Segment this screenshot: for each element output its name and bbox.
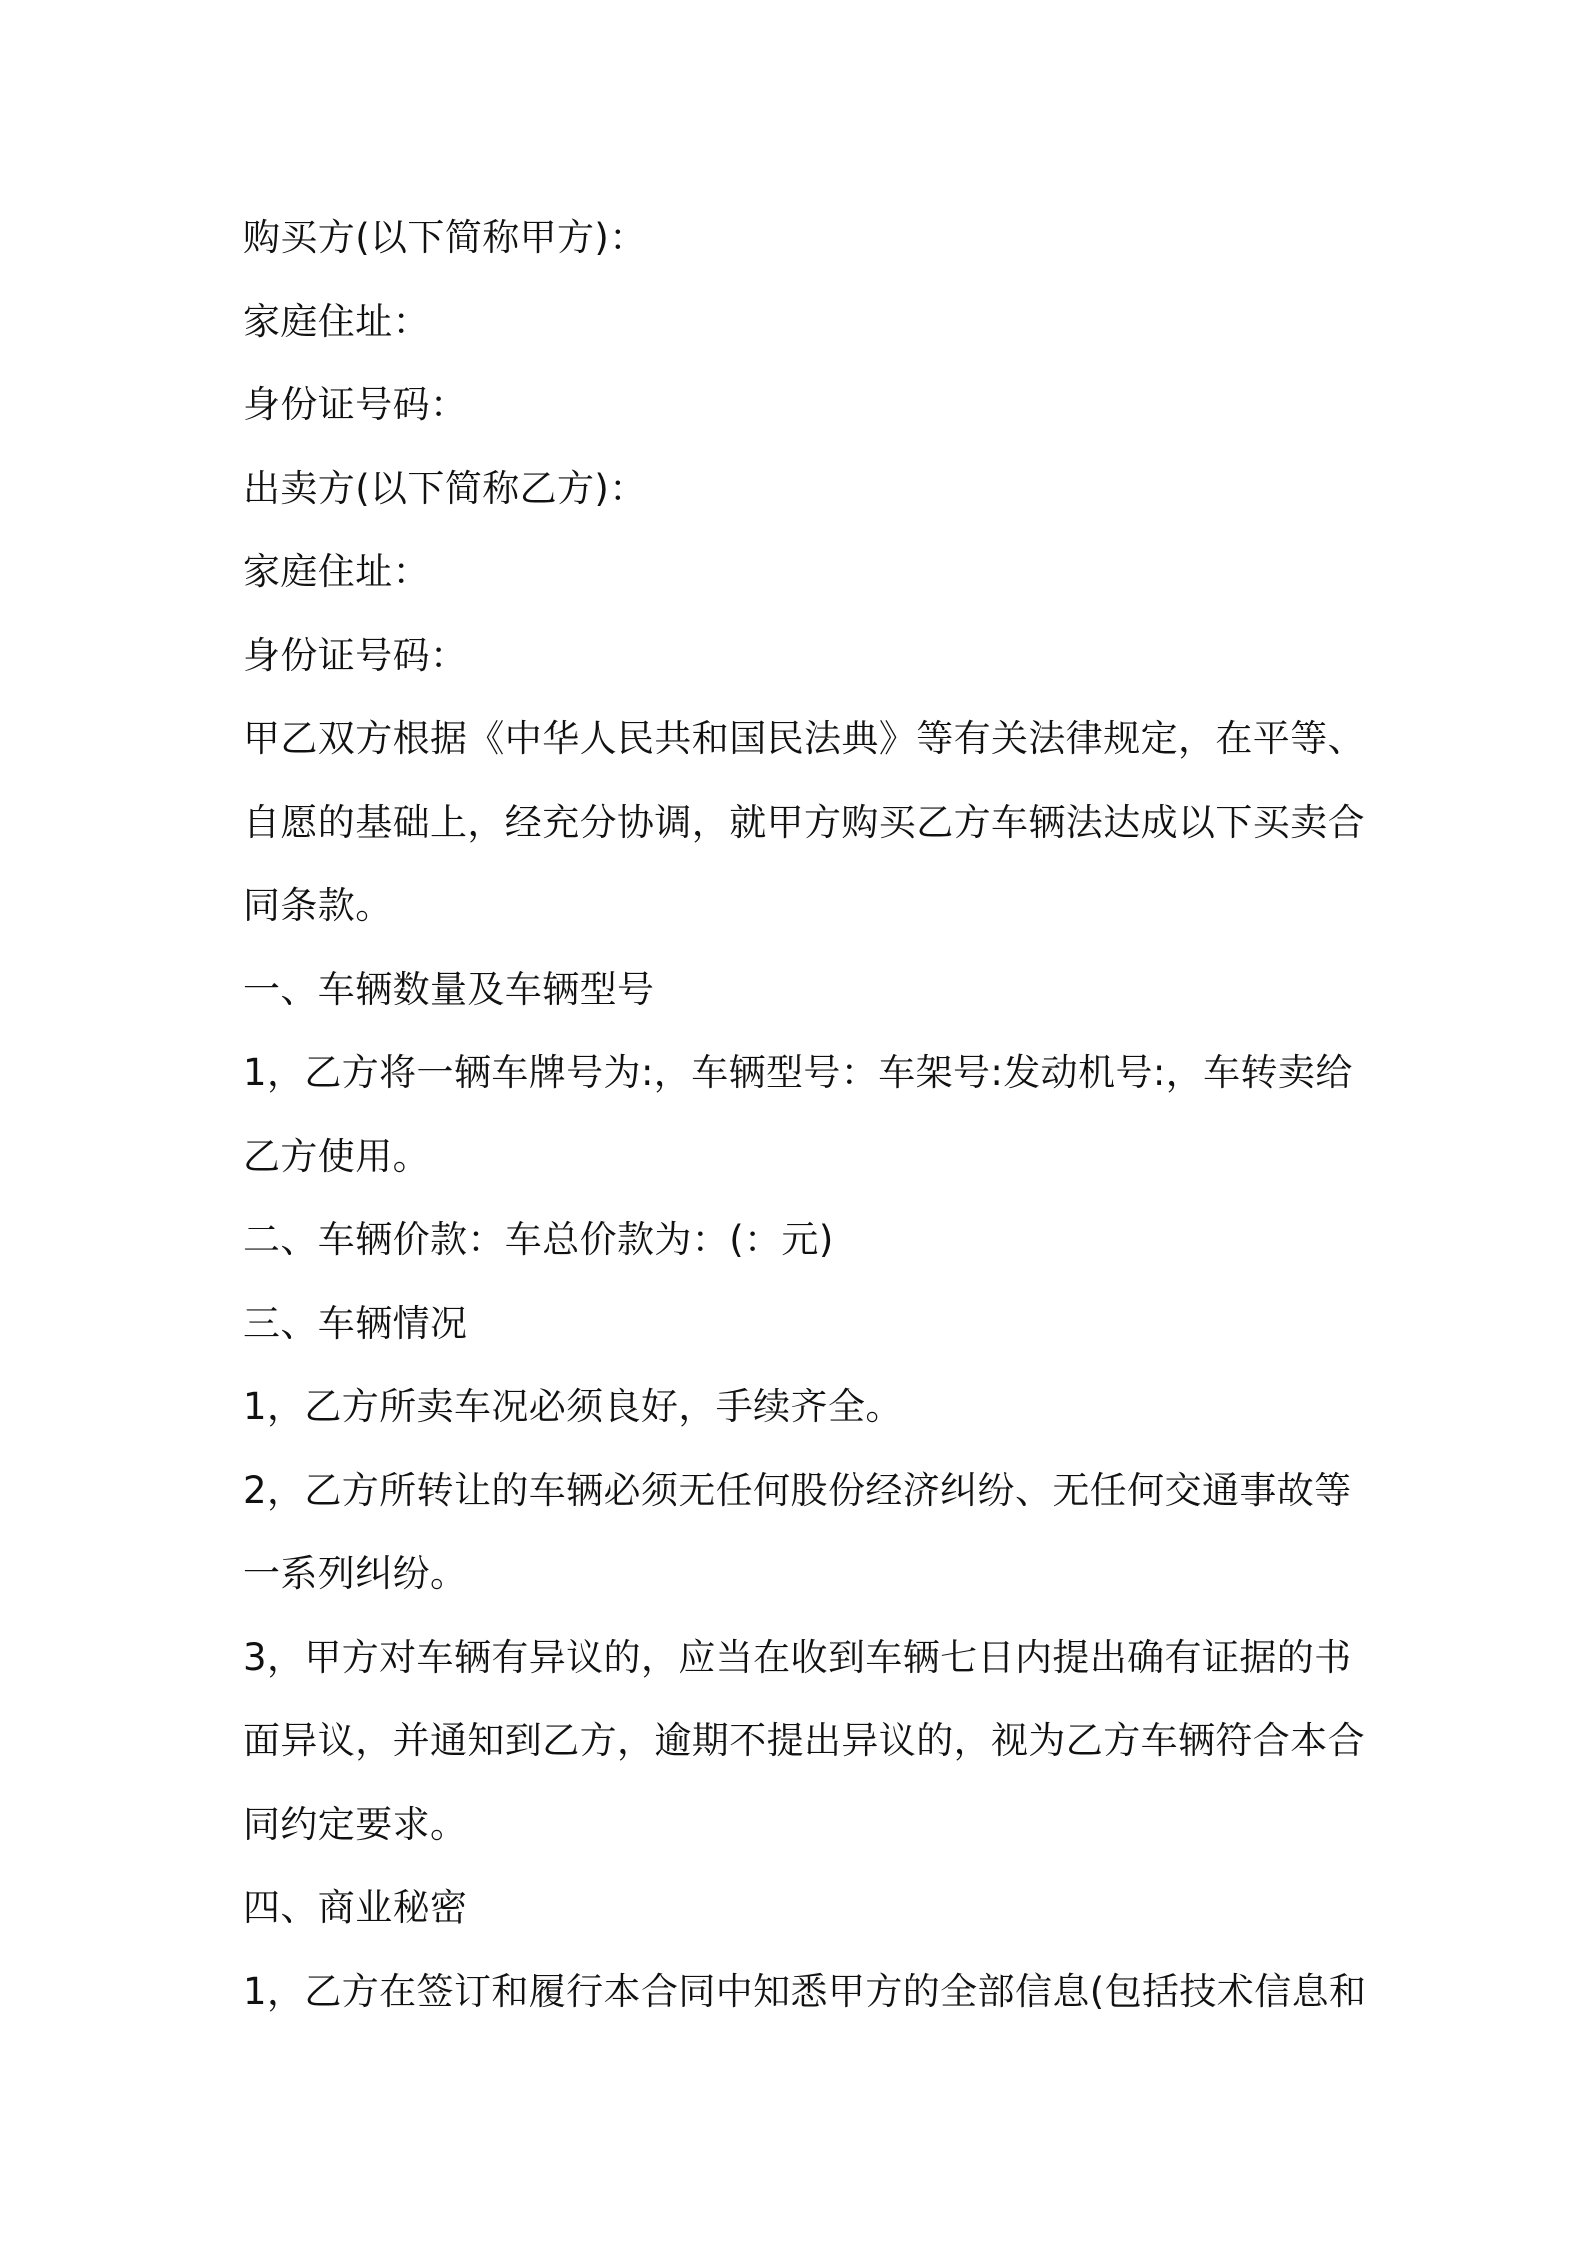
section-1-item-1-line-2: 乙方使用。 bbox=[243, 1134, 430, 1178]
section-3-heading: 三、车辆情况 bbox=[243, 1301, 468, 1345]
section-1-item-1-line-1: 1，乙方将一辆车牌号为:，车辆型号：车架号:发动机号:，车转卖给 bbox=[243, 1051, 1353, 1094]
document-body bbox=[243, 196, 1367, 2033]
preamble-line-1: 甲乙双方根据《中华人民共和国民法典》等有关法律规定，在平等、 bbox=[243, 717, 1365, 760]
section-2-heading: 二、车辆价款：车总价款为：(：元) bbox=[243, 1218, 834, 1261]
section-3-item-3-line-1: 3，甲方对车辆有异议的，应当在收到车辆七日内提出确有证据的书 bbox=[243, 1635, 1352, 1679]
section-3-item-1: 1，乙方所卖车况必须良好，手续齐全。 bbox=[243, 1385, 903, 1428]
seller-party-line: 出卖方(以下简称乙方)： bbox=[243, 466, 647, 510]
section-4-item-1-line-1: 1，乙方在签订和履行本合同中知悉甲方的全部信息(包括技术信息和 bbox=[243, 1969, 1367, 2013]
section-3-item-2-line-2: 一系列纠纷。 bbox=[243, 1552, 468, 1595]
section-3-item-2-line-1: 2，乙方所转让的车辆必须无任何股份经济纠纷、无任何交通事故等 bbox=[243, 1468, 1352, 1512]
seller-id-line: 身份证号码： bbox=[243, 633, 468, 677]
buyer-party-line: 购买方(以下简称甲方)： bbox=[243, 216, 647, 259]
preamble-line-3: 同条款。 bbox=[243, 884, 393, 927]
seller-address-line: 家庭住址： bbox=[243, 550, 430, 593]
section-3-item-3-line-2: 面异议，并通知到乙方，逾期不提出异议的，视为乙方车辆符合本合 bbox=[243, 1719, 1365, 1762]
section-4-heading: 四、商业秘密 bbox=[243, 1886, 468, 1929]
buyer-id-line: 身份证号码： bbox=[243, 383, 468, 426]
section-1-heading: 一、车辆数量及车辆型号 bbox=[243, 967, 655, 1011]
preamble-line-2: 自愿的基础上，经充分协调，就甲方购买乙方车辆法达成以下买卖合 bbox=[243, 800, 1365, 844]
section-3-item-3-line-3: 同约定要求。 bbox=[243, 1802, 468, 1846]
buyer-address-line: 家庭住址： bbox=[243, 299, 430, 343]
